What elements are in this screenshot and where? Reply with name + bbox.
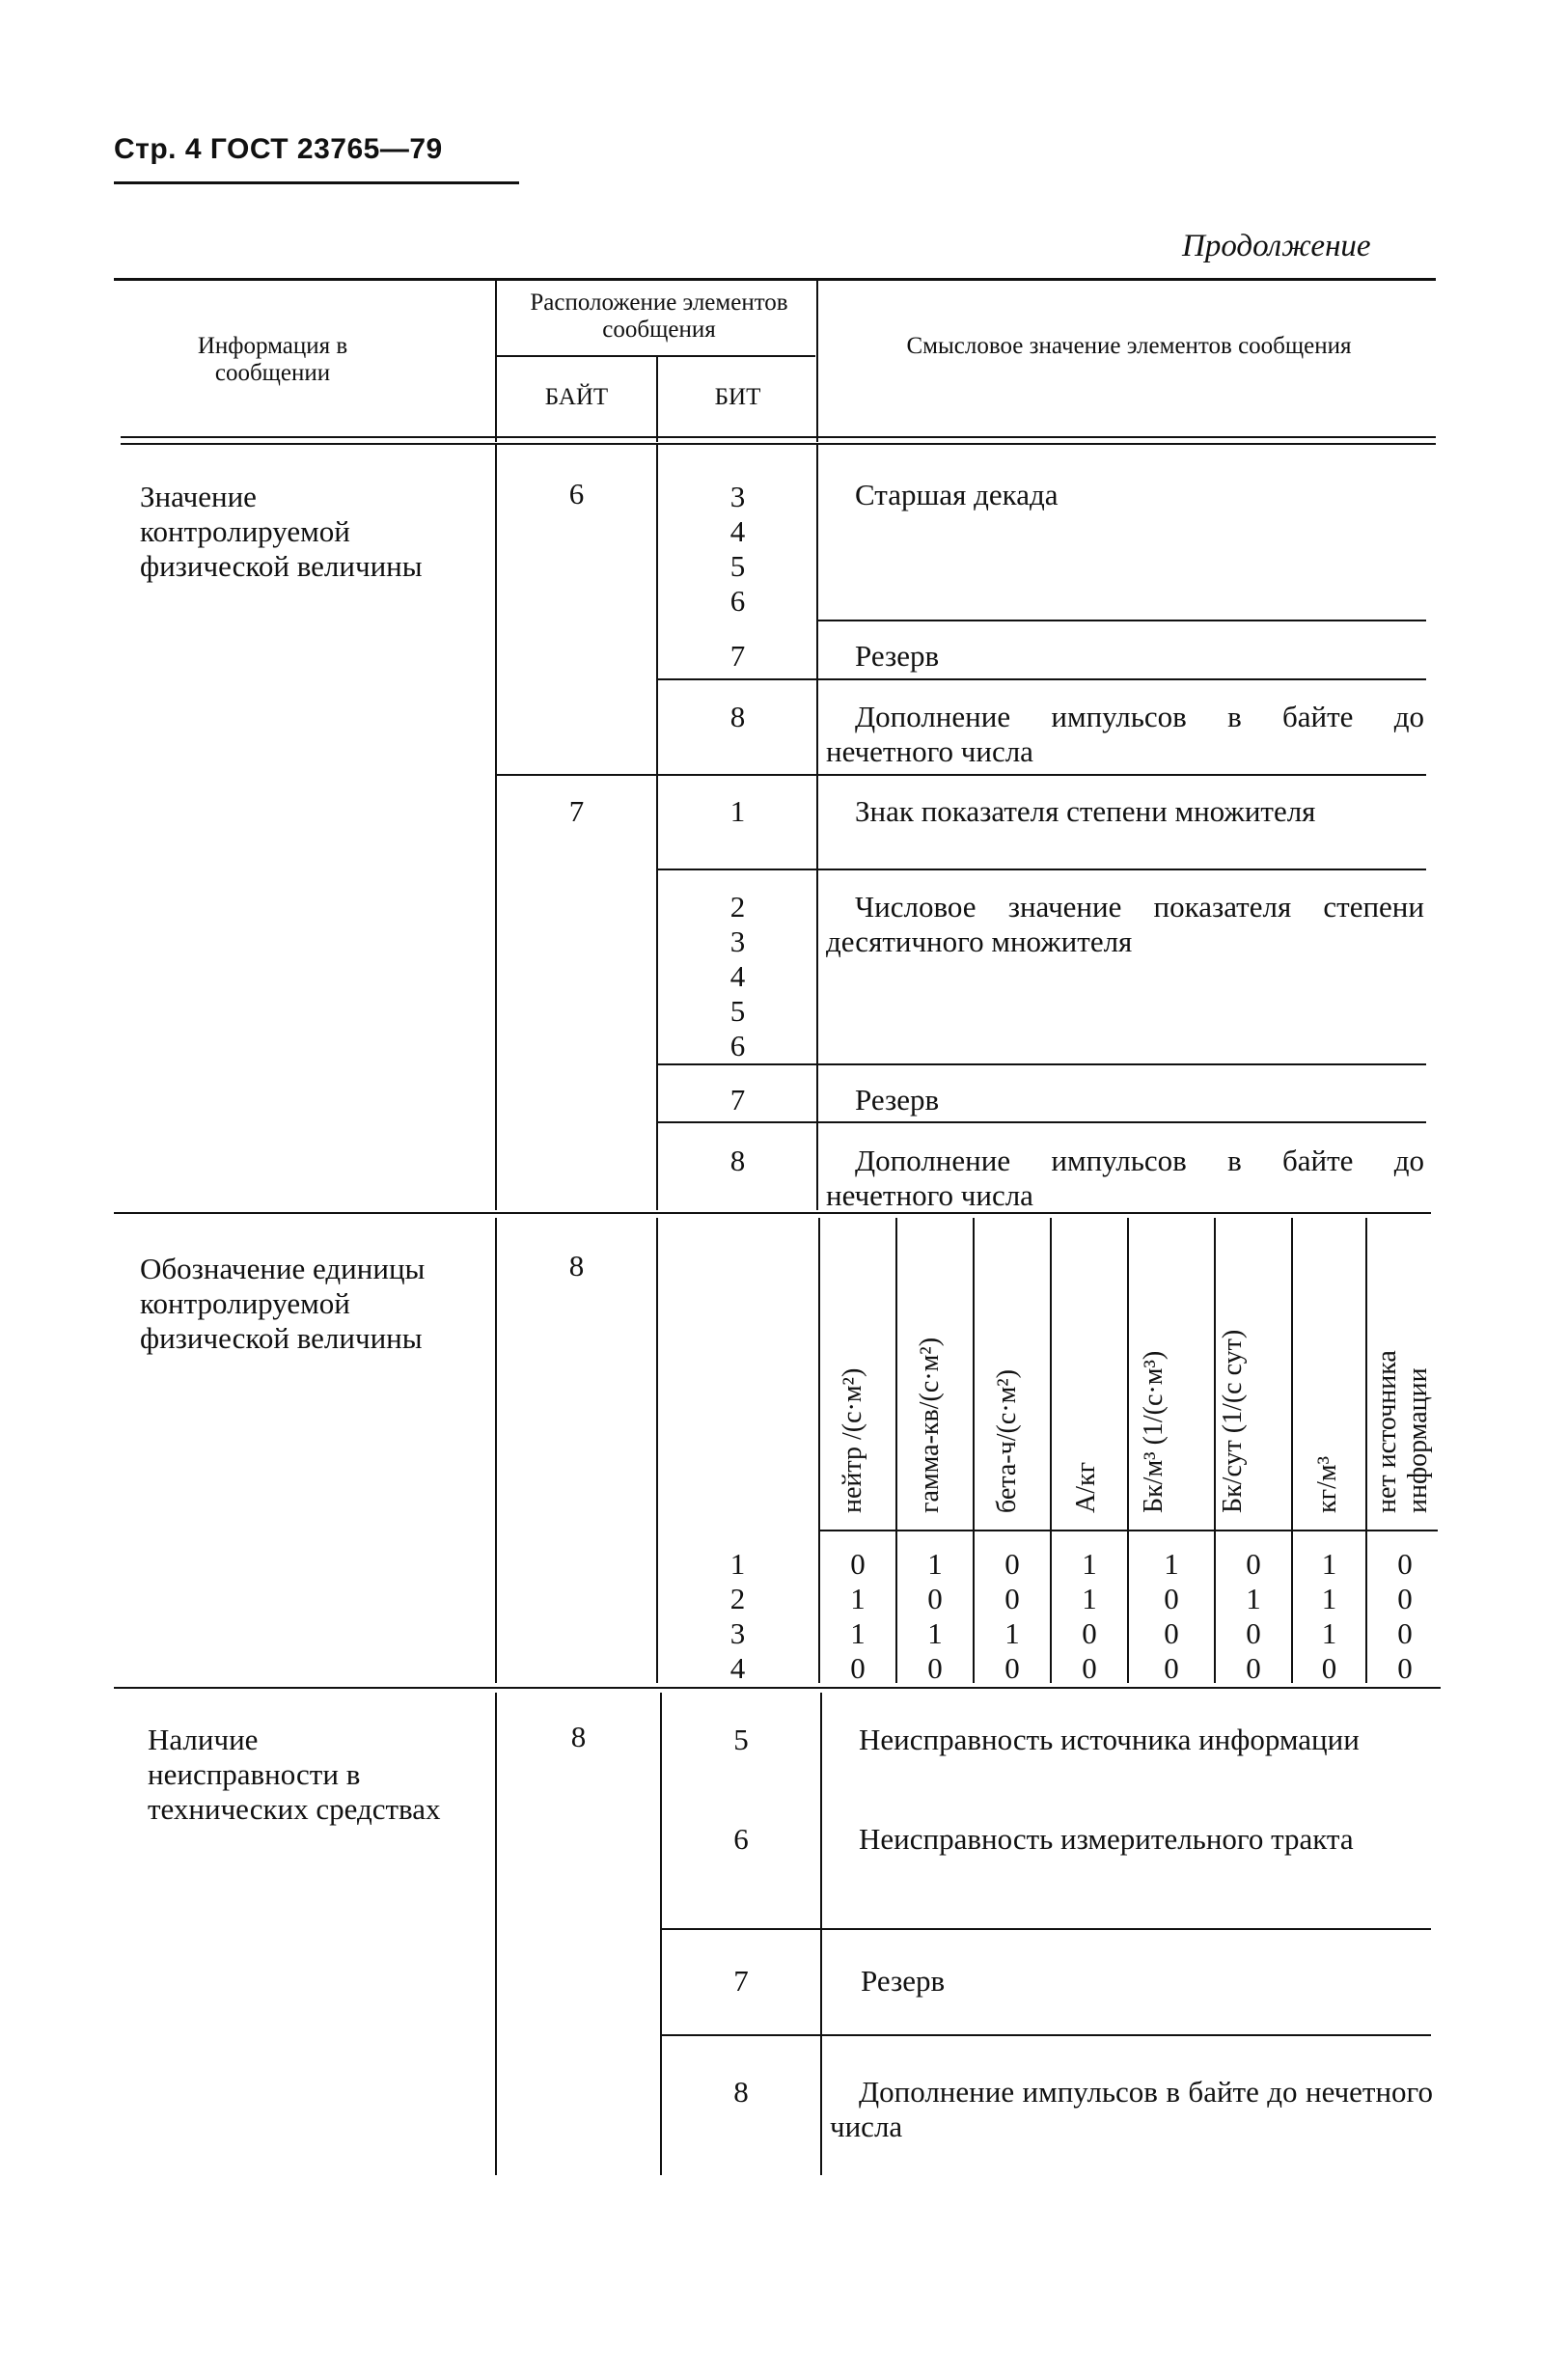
g1-parity-a: Дополнение импульсов в байте до нечетного числа xyxy=(826,700,1424,768)
bit-value: 4 xyxy=(729,959,746,993)
vline-info-header xyxy=(495,280,497,442)
g1-bits-2-6 xyxy=(658,890,817,1063)
unit-code xyxy=(1293,1547,1365,1686)
g1-rule-3 xyxy=(497,774,1426,776)
unit-label: гамма-кв/(с·м²) xyxy=(915,1337,945,1513)
g2-bottom-rule xyxy=(114,1687,1441,1689)
bit-value: 3 xyxy=(729,924,746,958)
g1-sign: Знак показателя степени множителя xyxy=(855,794,1316,828)
code-bit: 0 xyxy=(1082,1616,1097,1650)
g3-rule-1 xyxy=(662,1928,1431,1930)
code-bit: 1 xyxy=(927,1547,943,1581)
header-rule xyxy=(114,181,519,184)
g1-rule-4 xyxy=(658,869,1426,870)
g1-byte6: 6 xyxy=(568,477,585,510)
code-bit: 0 xyxy=(1397,1547,1413,1581)
code-bit: 1 xyxy=(1164,1547,1179,1581)
table-top-rule xyxy=(114,278,1436,281)
g3-bit8: 8 xyxy=(733,2075,749,2109)
vline-g2-a xyxy=(495,1218,497,1683)
vline-g3-c xyxy=(820,1693,822,2175)
col-meaning-header: Смысловое значение элементов сообщения xyxy=(906,333,1352,359)
g2-bits xyxy=(658,1547,817,1686)
g1-bottom-rule xyxy=(114,1212,1431,1214)
code-bit: 1 xyxy=(1321,1616,1337,1650)
unit-code xyxy=(1367,1547,1443,1686)
g3-bit7: 7 xyxy=(733,1964,749,1998)
code-bit: 0 xyxy=(1321,1651,1337,1685)
bit-value: 5 xyxy=(729,994,746,1028)
header-double-rule-2 xyxy=(121,443,1436,445)
g1-reserve-a: Резерв xyxy=(855,639,940,673)
vline-meaning-header xyxy=(816,280,818,442)
code-bit: 1 xyxy=(1321,1582,1337,1615)
g1-rule-5 xyxy=(658,1063,1426,1065)
code-bit: 0 xyxy=(1397,1651,1413,1685)
code-bit: 0 xyxy=(850,1547,866,1581)
unit-code xyxy=(897,1547,973,1686)
g1-rule-1 xyxy=(818,620,1426,621)
g1-meaning-high: Старшая декада xyxy=(855,478,1059,511)
bit-value: 3 xyxy=(729,480,746,513)
code-bit: 0 xyxy=(1397,1616,1413,1650)
g2-byte8: 8 xyxy=(568,1249,585,1283)
header-double-rule-1 xyxy=(121,436,1436,438)
code-bit: 1 xyxy=(1246,1582,1261,1615)
bit-value: 3 xyxy=(729,1616,746,1650)
code-bit: 0 xyxy=(927,1651,943,1685)
code-bit: 0 xyxy=(1164,1651,1179,1685)
g1-bit8b: 8 xyxy=(729,1144,746,1177)
unit-code xyxy=(1216,1547,1291,1686)
g1-bit1: 1 xyxy=(729,794,746,828)
g1-bit7b: 7 xyxy=(729,1083,746,1117)
code-bit: 0 xyxy=(1082,1651,1097,1685)
g1-rule-6 xyxy=(658,1121,1426,1123)
code-bit: 0 xyxy=(1397,1582,1413,1615)
bit-value: 1 xyxy=(729,1547,746,1581)
bit-value: 2 xyxy=(729,890,746,924)
g1-bit7a: 7 xyxy=(729,639,746,673)
bit-value: 6 xyxy=(729,584,746,618)
unit-label: А/кг xyxy=(1071,1461,1101,1513)
g3-rule-2 xyxy=(662,2034,1431,2036)
g1-exponent: Числовое значение показателя степени десятичного множителя xyxy=(826,890,1424,958)
col-bit-header: БИТ xyxy=(714,384,761,410)
g1-rule-2 xyxy=(658,678,1426,680)
col-location-header: Расположение элементов сообщения xyxy=(530,290,788,343)
col-byte-header: БАЙТ xyxy=(544,384,609,410)
bit-value: 2 xyxy=(729,1582,746,1615)
code-bit: 1 xyxy=(850,1582,866,1615)
code-bit: 0 xyxy=(1164,1616,1179,1650)
g3-parity: Дополнение импульсов в байте до нечетного числа xyxy=(830,2075,1433,2143)
g3-bit5: 5 xyxy=(733,1723,749,1756)
code-bit: 0 xyxy=(1004,1651,1020,1685)
unit-code xyxy=(975,1547,1050,1686)
code-bit: 0 xyxy=(1004,1582,1020,1615)
unit-code xyxy=(1129,1547,1214,1686)
code-bit: 0 xyxy=(1246,1547,1261,1581)
col-info-header: Информация в сообщении xyxy=(197,333,348,386)
code-bit: 1 xyxy=(1082,1582,1097,1615)
g2-info: Обозначение единицы контролируемой физической величины xyxy=(140,1252,426,1355)
code-bit: 0 xyxy=(927,1582,943,1615)
continuation-label: Продолжение xyxy=(1182,229,1371,263)
unit-label: Бк/сут (1/(с сут) xyxy=(1218,1329,1248,1513)
code-bit: 0 xyxy=(1246,1651,1261,1685)
g3-reserve: Резерв xyxy=(861,1964,946,1998)
code-bit: 1 xyxy=(1004,1616,1020,1650)
g1-parity-b: Дополнение импульсов в байте до нечетного числа xyxy=(826,1144,1424,1212)
code-bit: 0 xyxy=(1164,1582,1179,1615)
bit-value: 5 xyxy=(729,549,746,583)
g1-byte7: 7 xyxy=(568,794,585,828)
g1-reserve-b: Резерв xyxy=(855,1083,940,1117)
unit-code xyxy=(1052,1547,1127,1686)
unit-label: кг/м³ xyxy=(1312,1456,1342,1513)
code-bit: 1 xyxy=(927,1616,943,1650)
bit-value: 6 xyxy=(729,1029,746,1062)
unit-label: нет источника информации xyxy=(1372,1350,1433,1513)
unit-code xyxy=(820,1547,895,1686)
vline-byte-header xyxy=(656,357,658,442)
bit-value: 4 xyxy=(729,1651,746,1685)
g3-byte8: 8 xyxy=(570,1720,587,1753)
g3-fault-path: Неисправность измерительного тракта xyxy=(859,1822,1354,1856)
code-bit: 1 xyxy=(1082,1547,1097,1581)
page-header: Стр. 4 ГОСТ 23765—79 xyxy=(114,133,443,165)
code-bit: 0 xyxy=(1246,1616,1261,1650)
unit-label: бета-ч/(с·м²) xyxy=(992,1368,1022,1513)
unit-label: нейтр /(с·м²) xyxy=(838,1367,867,1513)
unit-label: Бк/м³ (1/(с·м³) xyxy=(1139,1350,1169,1513)
g1-info: Значение контролируемой физической величины xyxy=(140,480,423,583)
g3-info: Наличие неисправности в технических средствах xyxy=(148,1723,441,1826)
unit-labels-bottom-rule xyxy=(820,1530,1438,1531)
code-bit: 1 xyxy=(1321,1547,1337,1581)
code-bit: 0 xyxy=(1004,1547,1020,1581)
g1-bits-3-6 xyxy=(658,480,817,619)
bit-value: 4 xyxy=(729,514,746,548)
code-bit: 1 xyxy=(850,1616,866,1650)
g1-bit8a: 8 xyxy=(729,700,746,733)
vline-g3-a xyxy=(495,1693,497,2175)
g3-fault-source: Неисправность источника информации xyxy=(859,1723,1360,1756)
g3-bit6: 6 xyxy=(733,1822,749,1856)
code-bit: 0 xyxy=(850,1651,866,1685)
